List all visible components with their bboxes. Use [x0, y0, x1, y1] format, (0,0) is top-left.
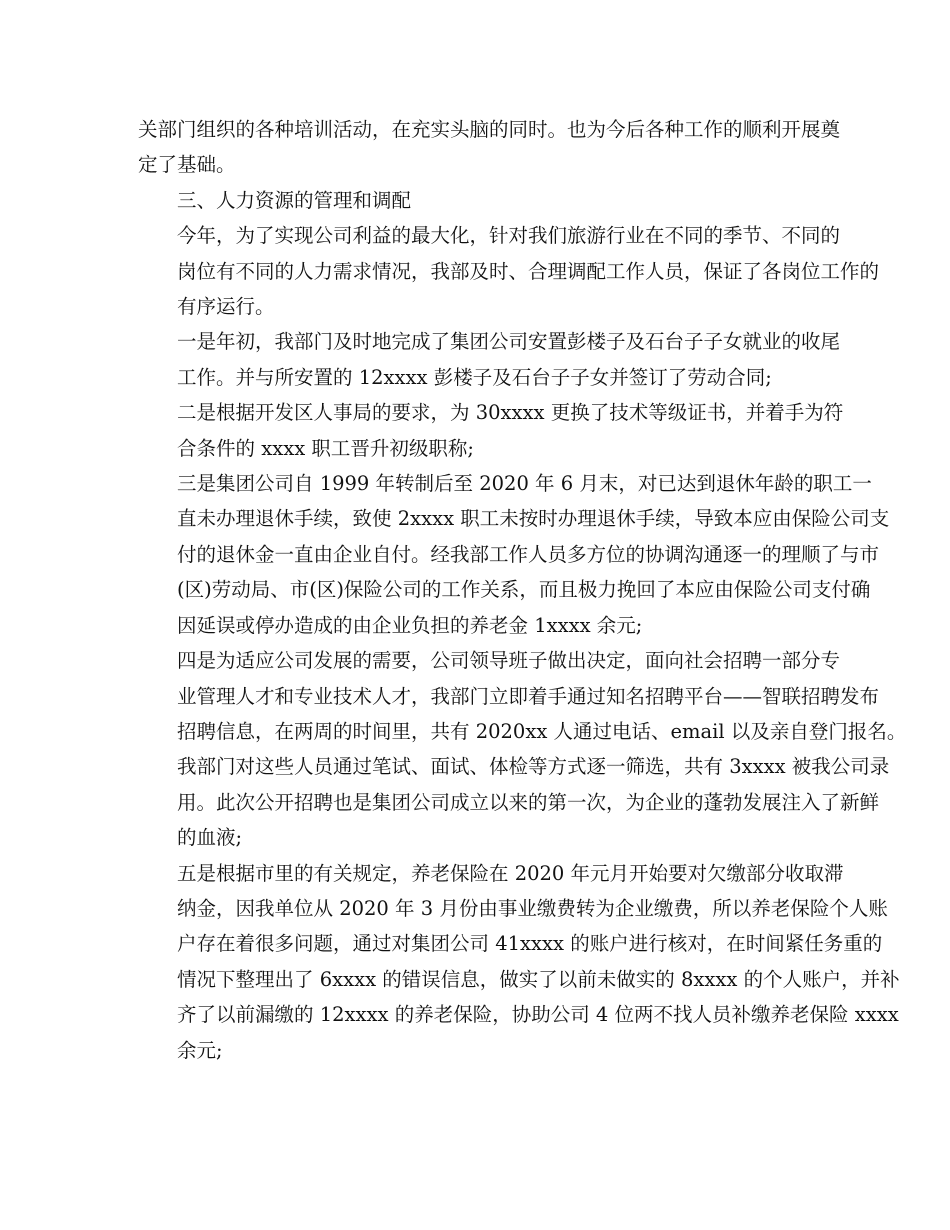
paragraph-training-continuation [138, 112, 841, 183]
text-line: 的血液; [177, 826, 243, 850]
paragraph-item-three [138, 466, 890, 643]
text-line: 一是年初，我部门及时地完成了集团公司安置彭楼子及石台子子女就业的收尾 [177, 330, 841, 354]
text-line: 三、人力资源的管理和调配 [177, 188, 412, 212]
text-line: 情况下整理出了 6xxxx 的错误信息，做实了以前未做实的 8xxxx 的个人账户，并补 [177, 967, 900, 991]
text-line: 工作。并与所安置的 12xxxx 彭楼子及石台子子女并签订了劳动合同; [177, 365, 772, 389]
text-line: 四是为适应公司发展的需要，公司领导班子做出决定，面向社会招聘一部分专 [177, 649, 841, 673]
paragraph-item-five [138, 856, 900, 1068]
paragraph-item-two [138, 395, 844, 466]
paragraph-item-one [138, 324, 841, 395]
text-line: 业管理人才和专业技术人才，我部门立即着手通过知名招聘平台——智联招聘发布 [177, 684, 880, 708]
text-line: 合条件的 xxxx 职工晋升初级职称; [177, 436, 474, 460]
text-line: 三是集团公司自 1999 年转制后至 2020 年 6 月末，对已达到退休年龄的职工一 [177, 472, 872, 496]
text-line: 用。此次公开招聘也是集团公司成立以来的第一次，为企业的蓬勃发展注入了新鲜 [177, 790, 880, 814]
text-line: 余元; [177, 1038, 223, 1062]
text-line: 直未办理退休手续，致使 2xxxx 职工未按时办理退休手续，导致本应由保险公司支 [177, 507, 890, 531]
text-line: 五是根据市里的有关规定，养老保险在 2020 年元月开始要对欠缴部分收取滞 [177, 861, 844, 885]
text-line: 户存在着很多问题，通过对集团公司 41xxxx 的账户进行核对，在时间紧任务重的 [177, 932, 883, 956]
text-line: 付的退休金一直由企业自付。经我部工作人员多方位的协调沟通逐一的理顺了与市 [177, 542, 880, 566]
section-heading-hr-management [138, 183, 812, 218]
text-line: 齐了以前漏缴的 12xxxx 的养老保险，协助公司 4 位两不找人员补缴养老保险 xxxx [177, 1003, 899, 1027]
text-line: 岗位有不同的人力需求情况，我部及时、合理调配工作人员，保证了各岗位工作的 [177, 259, 880, 283]
text-line: 因延误或停办造成的由企业负担的养老金 1xxxx 余元; [177, 613, 643, 637]
text-line: 二是根据开发区人事局的要求，为 30xxxx 更换了技术等级证书，并着手为符 [177, 401, 844, 425]
text-line: 招聘信息，在两周的时间里，共有 2020xx 人通过电话、email 以及亲自登门报名。 [177, 719, 907, 743]
text-line: 定了基础。 [138, 153, 236, 177]
document-body [138, 112, 907, 1068]
paragraph-item-four [138, 643, 907, 855]
paragraph-staff-allocation [138, 218, 880, 324]
text-line: 纳金，因我单位从 2020 年 3 月份由事业缴费转为企业缴费，所以养老保险个人账 [177, 896, 888, 920]
text-line: 今年，为了实现公司利益的最大化，针对我们旅游行业在不同的季节、不同的 [177, 224, 841, 248]
text-line: 关部门组织的各种培训活动，在充实头脑的同时。也为今后各种工作的顺利开展奠 [138, 118, 841, 141]
text-line: (区)劳动局、市(区)保险公司的工作关系，而且极力挽回了本应由保险公司支付确 [177, 578, 871, 602]
text-line: 我部门对这些人员通过笔试、面试、体检等方式逐一筛选，共有 3xxxx 被我公司录 [177, 755, 890, 779]
text-line: 有序运行。 [177, 295, 275, 319]
